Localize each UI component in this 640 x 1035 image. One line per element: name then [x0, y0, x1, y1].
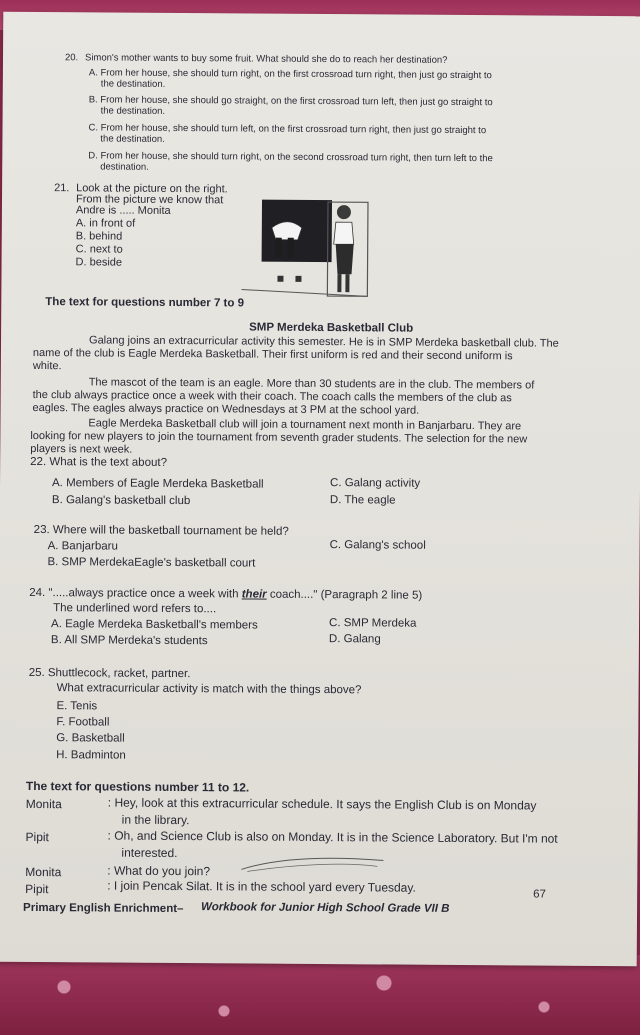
- dialog-speaker-pipit-1: Pipit: [25, 829, 49, 845]
- background-fabric-bottom: [0, 955, 640, 1035]
- dialog-line-pipit-1: : Oh, and Science Club is also on Monday. It is in the Science Laboratory. But I'm not: [107, 828, 558, 846]
- passage-p3-line1: Eagle Merdeka Basketball club will join a tournament next month in Banjarbaru. They are: [88, 417, 522, 433]
- q22-option-b: B. Galang's basketball club: [51, 494, 191, 508]
- dialog-speaker-monita-2: Monita: [25, 864, 62, 880]
- footer-book-title: Workbook for Junior High School Grade VII B: [201, 901, 450, 915]
- dialog-line-pipit-1-cont: interested.: [121, 845, 178, 861]
- q24-line2: The underlined word refers to....: [53, 602, 217, 616]
- q20-option-d: D. From her house, she should turn right, on the second crossroad turn right, then turn left to the: [88, 150, 493, 165]
- q25-option-f: F. Football: [56, 716, 110, 729]
- q22-option-d: D. The eagle: [329, 494, 396, 507]
- passage-p3-line3: players is next week.: [30, 442, 133, 456]
- q23-stem: 23. Where will the basketball tournament be held?: [33, 524, 289, 538]
- dialog-line-monita-1: : Hey, look at this extracurricular schedule. It says the English Club is on Monday: [107, 795, 537, 813]
- passage-p2-line1: The mascot of the team is an eagle. More than 30 students are in the club. The members of: [88, 376, 535, 392]
- q20-option-b-cont: the destination.: [100, 105, 166, 117]
- q21-option-a: A. in front of: [75, 217, 136, 230]
- q23-option-a: A. Banjarbaru: [47, 540, 118, 553]
- q24-underlined-word: their: [241, 588, 267, 601]
- q20-stem: Simon's mother wants to buy some fruit. What should she do to reach her destination?: [84, 52, 448, 66]
- footer-label: Primary English Enrichment–: [23, 901, 184, 916]
- q21-option-c: C. next to: [75, 243, 123, 256]
- dialog-line-pipit-2: : I join Pencak Silat. It is in the school yard every Tuesday.: [107, 878, 416, 895]
- q20-option-b: B. From her house, she should go straight, on the first crossroad turn left, then just go straight to: [88, 94, 493, 109]
- q21-number: 21.: [54, 182, 70, 195]
- dialog-speaker-monita-1: Monita: [25, 796, 62, 812]
- dialog-line-monita-1-cont: in the library.: [121, 812, 190, 828]
- workbook-page: [0, 12, 640, 966]
- q22-option-c: C. Galang activity: [329, 477, 421, 490]
- passage-p2-line2: the club always practice once a week with their coach. The coach calls the members of the club as: [32, 388, 512, 405]
- page-number: 67: [533, 888, 547, 901]
- dialog-speaker-pipit-2: Pipit: [25, 881, 49, 897]
- q25-stem: 25. Shuttlecock, racket, partner.: [28, 666, 191, 681]
- q22-stem: 22. What is the text about?: [30, 455, 168, 469]
- q25-option-g: G. Basketball: [56, 732, 125, 745]
- passage-p2-line3: eagles. The eagles always practice on Wednesdays at 3 PM at the school yard.: [32, 401, 420, 417]
- q25-option-h: H. Badminton: [56, 749, 126, 762]
- passage-p1-line2: name of the club is Eagle Merdeka Basketball. Their first uniform is red and their second uniform is: [32, 346, 513, 363]
- q24-stem-prefix: 24. ".....always practice once a week with: [29, 586, 242, 601]
- q21-option-d: D. beside: [75, 256, 123, 269]
- q24-option-b: B. All SMP Merdeka's students: [50, 634, 208, 648]
- pencil-scribble-mark: [237, 851, 387, 876]
- q21-picture-illustration: [241, 191, 372, 300]
- dialog-line-monita-2: : What do you join?: [107, 863, 211, 879]
- q20-option-d-cont: destination.: [100, 161, 149, 173]
- q24-stem: [29, 587, 422, 603]
- q21-line2: From the picture we know that: [75, 193, 224, 207]
- q23-option-c: C. Galang's school: [329, 539, 426, 552]
- q24-option-d: D. Galang: [328, 633, 381, 646]
- q23-option-b: B. SMP MerdekaEagle's basketball court: [47, 556, 256, 570]
- passage-p3-line2: looking for new players to join the tournament from seventh grader students. The selection for the new: [30, 429, 528, 446]
- heading-questions-7-9: The text for questions number 7 to 9: [45, 296, 245, 310]
- q21-option-b: B. behind: [75, 230, 123, 243]
- q20-option-c-cont: the destination.: [100, 133, 165, 145]
- passage-p1-line3: white.: [32, 359, 62, 373]
- q20-number: 20.: [64, 52, 79, 64]
- q25-option-e: E. Tenis: [56, 700, 98, 713]
- q20-option-c: C. From her house, she should turn left, on the first crossroad turn right, then just go straight to: [88, 122, 487, 137]
- q20-option-a: A. From her house, she should turn right, on the first crossroad turn right, then just go straight to: [88, 67, 492, 82]
- q24-stem-suffix: coach...." (Paragraph 2 line 5): [266, 588, 423, 602]
- heading-questions-11-12: The text for questions number 11 to 12.: [25, 778, 250, 795]
- q25-line2: What extracurricular activity is match with the things above?: [56, 682, 362, 697]
- q24-option-c: C. SMP Merdeka: [329, 617, 417, 630]
- q24-option-a: A. Eagle Merdeka Basketball's members: [51, 618, 258, 632]
- q20-option-a-cont: the destination.: [100, 78, 166, 90]
- passage-title: SMP Merdeka Basketball Club: [249, 321, 414, 335]
- passage-p1-line1: Galang joins an extracurricular activity this semester. He is in SMP Merdeka basketball club. The: [88, 334, 559, 350]
- q22-option-a: A. Members of Eagle Merdeka Basketball: [51, 477, 264, 491]
- q21-line1: Look at the picture on the right.: [76, 182, 228, 196]
- q21-line3: Andre is ..... Monita: [75, 204, 171, 217]
